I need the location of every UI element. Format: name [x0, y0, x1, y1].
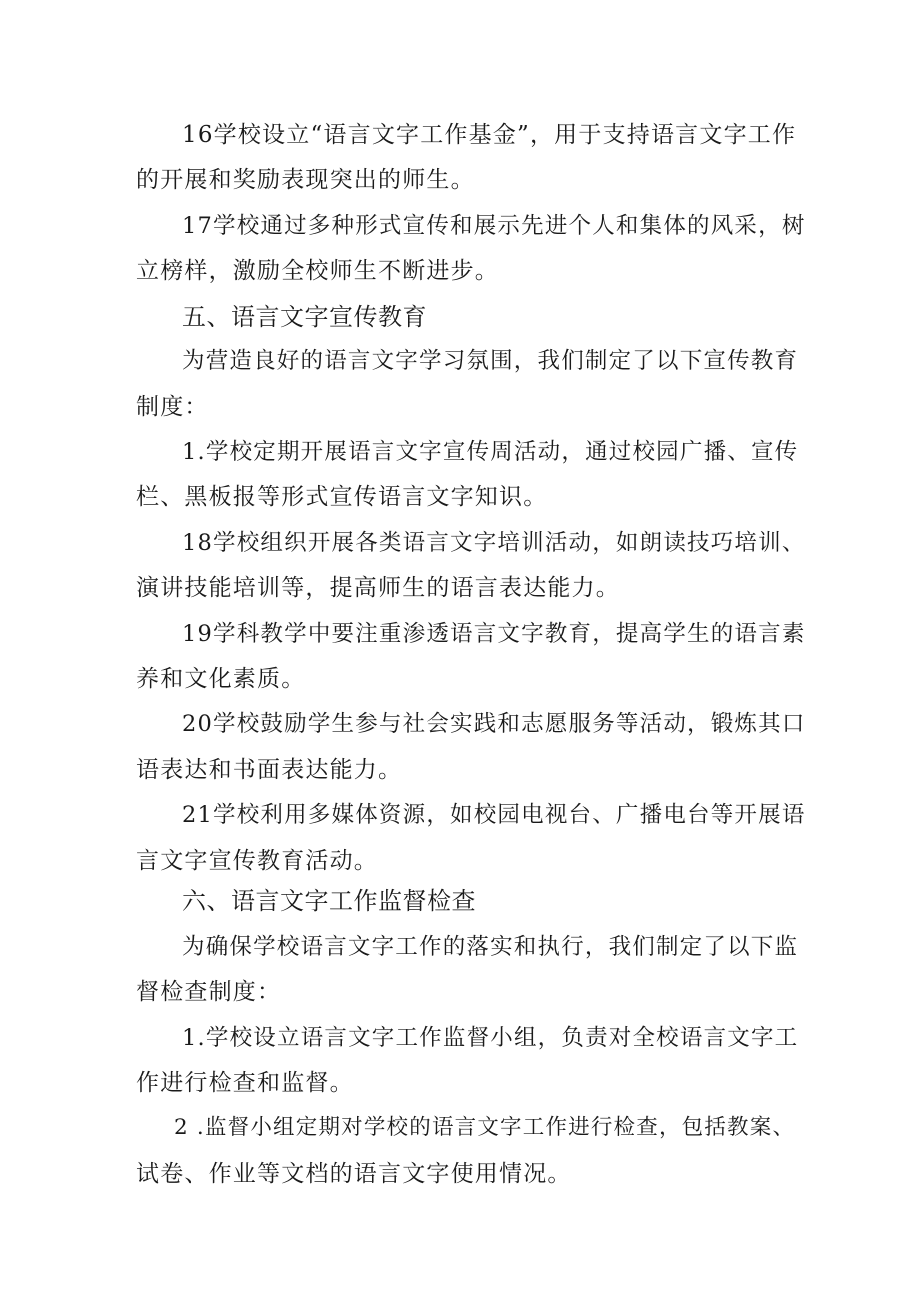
- section-5-intro-line-2: 制度：: [136, 394, 209, 420]
- section-heading-5: 五、语言文字宣传教育: [182, 303, 427, 331]
- paragraph-21-line-2: 言文字宣传教育活动。: [136, 848, 378, 874]
- item-6-2-line-2: 试卷、作业等文档的语言文字使用情况。: [136, 1161, 572, 1187]
- item-6-1-line-1: 1.学校设立语言文字工作监督小组，负责对全校语言文字工: [182, 1025, 799, 1051]
- paragraph-16-line-2: 的开展和奖励表现突出的师生。: [136, 167, 475, 193]
- section-6-intro-line-2: 督检查制度：: [136, 979, 282, 1005]
- section-heading-6: 六、语言文字工作监督检查: [182, 887, 476, 915]
- section-5-intro-line-1: 为营造良好的语言文字学习氛围，我们制定了以下宣传教育: [182, 348, 799, 374]
- paragraph-21-line-1: 21学校利用多媒体资源，如校园电视台、广播电台等开展语: [182, 802, 806, 828]
- paragraph-18-line-1: 18学校组织开展各类语言文字培训活动，如朗读技巧培训、: [182, 530, 806, 556]
- item-1-line-1: 1.学校定期开展语言文字宣传周活动，通过校园广播、宣传: [182, 439, 799, 465]
- item-1-line-2: 栏、黑板报等形式宣传语言文字知识。: [136, 484, 548, 510]
- item-6-1-line-2: 作进行检查和监督。: [136, 1070, 354, 1096]
- paragraph-17-line-2: 立榜样，激励全校师生不断进步。: [136, 258, 499, 284]
- paragraph-19-line-2: 养和文化素质。: [136, 666, 306, 692]
- paragraph-18-line-2: 演讲技能培训等，提高师生的语言表达能力。: [136, 575, 620, 601]
- paragraph-19-line-1: 19学科教学中要注重渗透语言文字教育，提高学生的语言素: [182, 621, 806, 647]
- paragraph-16-line-1: 16学校设立“语言文字工作基金”，用于支持语言文字工作: [182, 122, 797, 148]
- section-6-intro-line-1: 为确保学校语言文字工作的落实和执行，我们制定了以下监: [182, 934, 799, 960]
- paragraph-20-line-2: 语表达和书面表达能力。: [136, 757, 403, 783]
- item-6-2-line-1: 2 .监督小组定期对学校的语言文字工作进行检查，包括教案、: [174, 1115, 796, 1140]
- paragraph-17-line-1: 17学校通过多种形式宣传和展示先进个人和集体的风采，树: [182, 213, 806, 239]
- paragraph-20-line-1: 20学校鼓励学生参与社会实践和志愿服务等活动，锻炼其口: [182, 711, 806, 737]
